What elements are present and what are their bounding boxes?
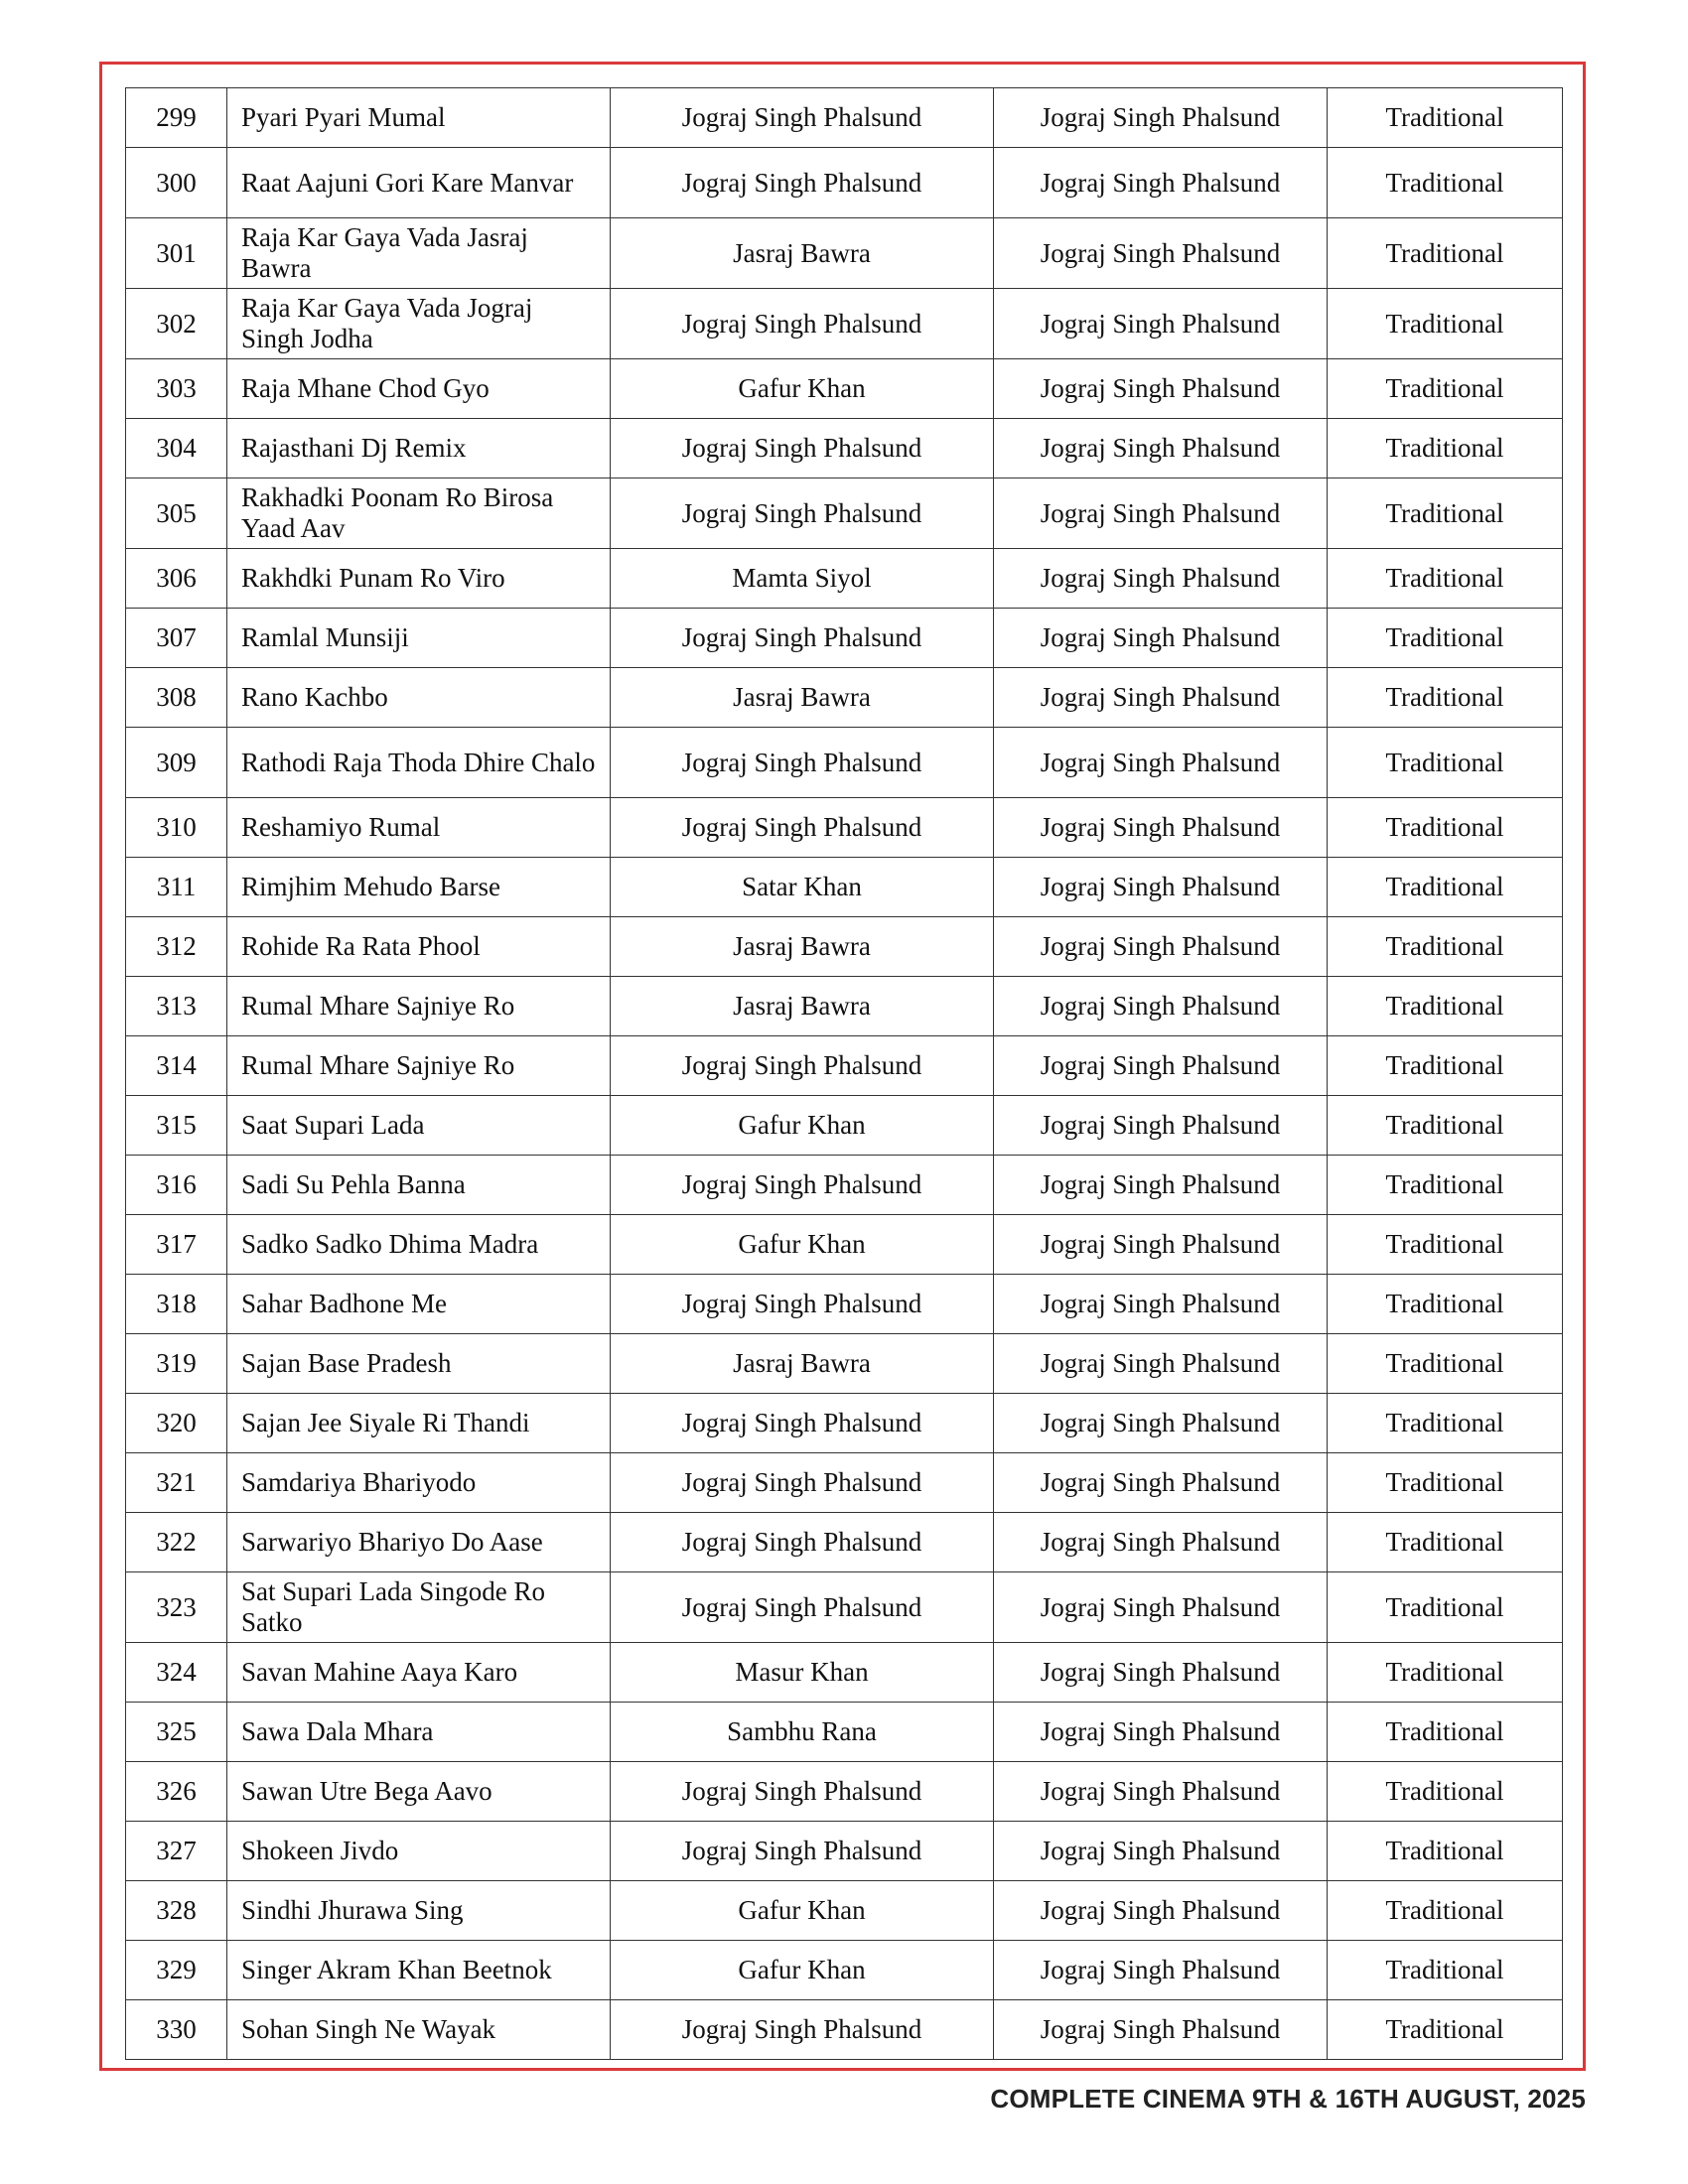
row-number-cell: 313 — [126, 977, 227, 1036]
music-director-cell: Jograj Singh Phalsund — [994, 609, 1328, 668]
singer-name-cell: Jograj Singh Phalsund — [611, 88, 994, 148]
lyricist-cell: Traditional — [1328, 1334, 1563, 1394]
music-director-cell: Jograj Singh Phalsund — [994, 549, 1328, 609]
music-director-cell: Jograj Singh Phalsund — [994, 977, 1328, 1036]
music-director-cell: Jograj Singh Phalsund — [994, 1215, 1328, 1275]
music-director-cell: Jograj Singh Phalsund — [994, 1036, 1328, 1096]
lyricist-cell: Traditional — [1328, 1036, 1563, 1096]
singer-name-cell: Jograj Singh Phalsund — [611, 148, 994, 218]
lyricist-cell: Traditional — [1328, 1762, 1563, 1822]
table-row — [126, 1881, 1563, 1941]
page-footer: COMPLETE CINEMA 9TH & 16TH AUGUST, 2025 — [990, 2084, 1586, 2114]
music-director-cell: Jograj Singh Phalsund — [994, 1703, 1328, 1762]
lyricist-cell: Traditional — [1328, 1643, 1563, 1703]
song-title-cell: Saat Supari Lada — [227, 1096, 611, 1156]
table-row — [126, 1572, 1563, 1643]
songs-table-body — [126, 88, 1563, 2060]
lyricist-cell: Traditional — [1328, 289, 1563, 359]
table-row — [126, 977, 1563, 1036]
lyricist-cell: Traditional — [1328, 1513, 1563, 1572]
singer-name-cell: Jograj Singh Phalsund — [611, 1453, 994, 1513]
table-row — [126, 359, 1563, 419]
table-row — [126, 549, 1563, 609]
singer-name-cell: Gafur Khan — [611, 1881, 994, 1941]
row-number-cell: 304 — [126, 419, 227, 478]
music-director-cell: Jograj Singh Phalsund — [994, 359, 1328, 419]
song-title-cell: Rumal Mhare Sajniye Ro — [227, 977, 611, 1036]
table-row — [126, 858, 1563, 917]
song-title-cell: Rano Kachbo — [227, 668, 611, 728]
row-number-cell: 311 — [126, 858, 227, 917]
table-row — [126, 1703, 1563, 1762]
lyricist-cell: Traditional — [1328, 917, 1563, 977]
music-director-cell: Jograj Singh Phalsund — [994, 88, 1328, 148]
table-row — [126, 1275, 1563, 1334]
table-row — [126, 419, 1563, 478]
lyricist-cell: Traditional — [1328, 798, 1563, 858]
lyricist-cell: Traditional — [1328, 148, 1563, 218]
lyricist-cell: Traditional — [1328, 1881, 1563, 1941]
music-director-cell: Jograj Singh Phalsund — [994, 1941, 1328, 2000]
song-title-cell: Raja Mhane Chod Gyo — [227, 359, 611, 419]
table-row — [126, 668, 1563, 728]
music-director-cell: Jograj Singh Phalsund — [994, 1334, 1328, 1394]
row-number-cell: 330 — [126, 2000, 227, 2060]
song-title-cell: Sindhi Jhurawa Sing — [227, 1881, 611, 1941]
singer-name-cell: Jograj Singh Phalsund — [611, 1036, 994, 1096]
row-number-cell: 315 — [126, 1096, 227, 1156]
music-director-cell: Jograj Singh Phalsund — [994, 1572, 1328, 1643]
table-row — [126, 1941, 1563, 2000]
song-title-cell: Sawan Utre Bega Aavo — [227, 1762, 611, 1822]
row-number-cell: 318 — [126, 1275, 227, 1334]
singer-name-cell: Jograj Singh Phalsund — [611, 798, 994, 858]
table-row — [126, 609, 1563, 668]
row-number-cell: 307 — [126, 609, 227, 668]
music-director-cell: Jograj Singh Phalsund — [994, 419, 1328, 478]
table-row — [126, 478, 1563, 549]
row-number-cell: 320 — [126, 1394, 227, 1453]
lyricist-cell: Traditional — [1328, 549, 1563, 609]
singer-name-cell: Jograj Singh Phalsund — [611, 1572, 994, 1643]
table-row — [126, 1453, 1563, 1513]
singer-name-cell: Masur Khan — [611, 1643, 994, 1703]
lyricist-cell: Traditional — [1328, 977, 1563, 1036]
song-title-cell: Sawa Dala Mhara — [227, 1703, 611, 1762]
table-row — [126, 1643, 1563, 1703]
singer-name-cell: Sambhu Rana — [611, 1703, 994, 1762]
music-director-cell: Jograj Singh Phalsund — [994, 668, 1328, 728]
song-title-cell: Rohide Ra Rata Phool — [227, 917, 611, 977]
music-director-cell: Jograj Singh Phalsund — [994, 1762, 1328, 1822]
lyricist-cell: Traditional — [1328, 1156, 1563, 1215]
lyricist-cell: Traditional — [1328, 478, 1563, 549]
singer-name-cell: Jograj Singh Phalsund — [611, 1156, 994, 1215]
music-director-cell: Jograj Singh Phalsund — [994, 218, 1328, 289]
lyricist-cell: Traditional — [1328, 1703, 1563, 1762]
table-row — [126, 1215, 1563, 1275]
row-number-cell: 316 — [126, 1156, 227, 1215]
singer-name-cell: Jograj Singh Phalsund — [611, 2000, 994, 2060]
singer-name-cell: Jograj Singh Phalsund — [611, 478, 994, 549]
row-number-cell: 324 — [126, 1643, 227, 1703]
table-row — [126, 1822, 1563, 1881]
music-director-cell: Jograj Singh Phalsund — [994, 289, 1328, 359]
song-title-cell: Sarwariyo Bhariyo Do Aase — [227, 1513, 611, 1572]
songs-table — [125, 87, 1563, 2060]
lyricist-cell: Traditional — [1328, 609, 1563, 668]
lyricist-cell: Traditional — [1328, 1822, 1563, 1881]
music-director-cell: Jograj Singh Phalsund — [994, 148, 1328, 218]
song-title-cell: Raja Kar Gaya Vada Jograj Singh Jodha — [227, 289, 611, 359]
row-number-cell: 326 — [126, 1762, 227, 1822]
row-number-cell: 305 — [126, 478, 227, 549]
singer-name-cell: Jograj Singh Phalsund — [611, 1275, 994, 1334]
row-number-cell: 319 — [126, 1334, 227, 1394]
lyricist-cell: Traditional — [1328, 1941, 1563, 2000]
lyricist-cell: Traditional — [1328, 1275, 1563, 1334]
music-director-cell: Jograj Singh Phalsund — [994, 1513, 1328, 1572]
row-number-cell: 309 — [126, 728, 227, 798]
table-row — [126, 289, 1563, 359]
music-director-cell: Jograj Singh Phalsund — [994, 1453, 1328, 1513]
row-number-cell: 308 — [126, 668, 227, 728]
music-director-cell: Jograj Singh Phalsund — [994, 478, 1328, 549]
music-director-cell: Jograj Singh Phalsund — [994, 1643, 1328, 1703]
table-row — [126, 1156, 1563, 1215]
row-number-cell: 325 — [126, 1703, 227, 1762]
lyricist-cell: Traditional — [1328, 858, 1563, 917]
row-number-cell: 306 — [126, 549, 227, 609]
singer-name-cell: Jograj Singh Phalsund — [611, 728, 994, 798]
singer-name-cell: Jograj Singh Phalsund — [611, 289, 994, 359]
table-row — [126, 1334, 1563, 1394]
row-number-cell: 321 — [126, 1453, 227, 1513]
singer-name-cell: Gafur Khan — [611, 1096, 994, 1156]
lyricist-cell: Traditional — [1328, 728, 1563, 798]
lyricist-cell: Traditional — [1328, 2000, 1563, 2060]
row-number-cell: 327 — [126, 1822, 227, 1881]
singer-name-cell: Jograj Singh Phalsund — [611, 609, 994, 668]
music-director-cell: Jograj Singh Phalsund — [994, 798, 1328, 858]
song-title-cell: Reshamiyo Rumal — [227, 798, 611, 858]
lyricist-cell: Traditional — [1328, 668, 1563, 728]
song-title-cell: Rimjhim Mehudo Barse — [227, 858, 611, 917]
table-row — [126, 1394, 1563, 1453]
song-title-cell: Sat Supari Lada Singode Ro Satko — [227, 1572, 611, 1643]
row-number-cell: 322 — [126, 1513, 227, 1572]
music-director-cell: Jograj Singh Phalsund — [994, 1096, 1328, 1156]
row-number-cell: 312 — [126, 917, 227, 977]
lyricist-cell: Traditional — [1328, 1096, 1563, 1156]
row-number-cell: 300 — [126, 148, 227, 218]
table-row — [126, 218, 1563, 289]
table-row — [126, 917, 1563, 977]
song-title-cell: Rakhdki Punam Ro Viro — [227, 549, 611, 609]
song-title-cell: Rathodi Raja Thoda Dhire Chalo — [227, 728, 611, 798]
lyricist-cell: Traditional — [1328, 218, 1563, 289]
music-director-cell: Jograj Singh Phalsund — [994, 728, 1328, 798]
singer-name-cell: Gafur Khan — [611, 359, 994, 419]
song-title-cell: Sadko Sadko Dhima Madra — [227, 1215, 611, 1275]
song-title-cell: Raat Aajuni Gori Kare Manvar — [227, 148, 611, 218]
singer-name-cell: Satar Khan — [611, 858, 994, 917]
table-row — [126, 1762, 1563, 1822]
table-row — [126, 728, 1563, 798]
singer-name-cell: Jasraj Bawra — [611, 218, 994, 289]
singer-name-cell: Jograj Singh Phalsund — [611, 1513, 994, 1572]
singer-name-cell: Jograj Singh Phalsund — [611, 419, 994, 478]
song-title-cell: Sajan Base Pradesh — [227, 1334, 611, 1394]
singer-name-cell: Jasraj Bawra — [611, 977, 994, 1036]
song-title-cell: Shokeen Jivdo — [227, 1822, 611, 1881]
song-title-cell: Sohan Singh Ne Wayak — [227, 2000, 611, 2060]
table-row — [126, 1096, 1563, 1156]
music-director-cell: Jograj Singh Phalsund — [994, 917, 1328, 977]
table-row — [126, 2000, 1563, 2060]
song-title-cell: Samdariya Bhariyodo — [227, 1453, 611, 1513]
song-title-cell: Sajan Jee Siyale Ri Thandi — [227, 1394, 611, 1453]
song-title-cell: Savan Mahine Aaya Karo — [227, 1643, 611, 1703]
row-number-cell: 310 — [126, 798, 227, 858]
row-number-cell: 299 — [126, 88, 227, 148]
music-director-cell: Jograj Singh Phalsund — [994, 1394, 1328, 1453]
song-title-cell: Ramlal Munsiji — [227, 609, 611, 668]
singer-name-cell: Jasraj Bawra — [611, 917, 994, 977]
song-title-cell: Rumal Mhare Sajniye Ro — [227, 1036, 611, 1096]
song-title-cell: Singer Akram Khan Beetnok — [227, 1941, 611, 2000]
row-number-cell: 328 — [126, 1881, 227, 1941]
song-title-cell: Raja Kar Gaya Vada Jasraj Bawra — [227, 218, 611, 289]
lyricist-cell: Traditional — [1328, 1453, 1563, 1513]
row-number-cell: 323 — [126, 1572, 227, 1643]
music-director-cell: Jograj Singh Phalsund — [994, 1881, 1328, 1941]
music-director-cell: Jograj Singh Phalsund — [994, 858, 1328, 917]
row-number-cell: 317 — [126, 1215, 227, 1275]
lyricist-cell: Traditional — [1328, 88, 1563, 148]
lyricist-cell: Traditional — [1328, 1394, 1563, 1453]
music-director-cell: Jograj Singh Phalsund — [994, 1822, 1328, 1881]
singer-name-cell: Gafur Khan — [611, 1215, 994, 1275]
lyricist-cell: Traditional — [1328, 419, 1563, 478]
music-director-cell: Jograj Singh Phalsund — [994, 1156, 1328, 1215]
song-title-cell: Sahar Badhone Me — [227, 1275, 611, 1334]
lyricist-cell: Traditional — [1328, 1215, 1563, 1275]
singer-name-cell: Gafur Khan — [611, 1941, 994, 2000]
music-director-cell: Jograj Singh Phalsund — [994, 1275, 1328, 1334]
singer-name-cell: Jograj Singh Phalsund — [611, 1822, 994, 1881]
table-row — [126, 798, 1563, 858]
row-number-cell: 303 — [126, 359, 227, 419]
singer-name-cell: Jograj Singh Phalsund — [611, 1762, 994, 1822]
song-title-cell: Sadi Su Pehla Banna — [227, 1156, 611, 1215]
song-title-cell: Rajasthani Dj Remix — [227, 419, 611, 478]
table-row — [126, 88, 1563, 148]
table-row — [126, 1036, 1563, 1096]
song-title-cell: Pyari Pyari Mumal — [227, 88, 611, 148]
table-row — [126, 148, 1563, 218]
lyricist-cell: Traditional — [1328, 1572, 1563, 1643]
singer-name-cell: Jograj Singh Phalsund — [611, 1394, 994, 1453]
singer-name-cell: Jasraj Bawra — [611, 1334, 994, 1394]
singer-name-cell: Mamta Siyol — [611, 549, 994, 609]
singer-name-cell: Jasraj Bawra — [611, 668, 994, 728]
song-title-cell: Rakhadki Poonam Ro Birosa Yaad Aav — [227, 478, 611, 549]
music-director-cell: Jograj Singh Phalsund — [994, 2000, 1328, 2060]
row-number-cell: 302 — [126, 289, 227, 359]
table-row — [126, 1513, 1563, 1572]
lyricist-cell: Traditional — [1328, 359, 1563, 419]
row-number-cell: 301 — [126, 218, 227, 289]
row-number-cell: 314 — [126, 1036, 227, 1096]
row-number-cell: 329 — [126, 1941, 227, 2000]
